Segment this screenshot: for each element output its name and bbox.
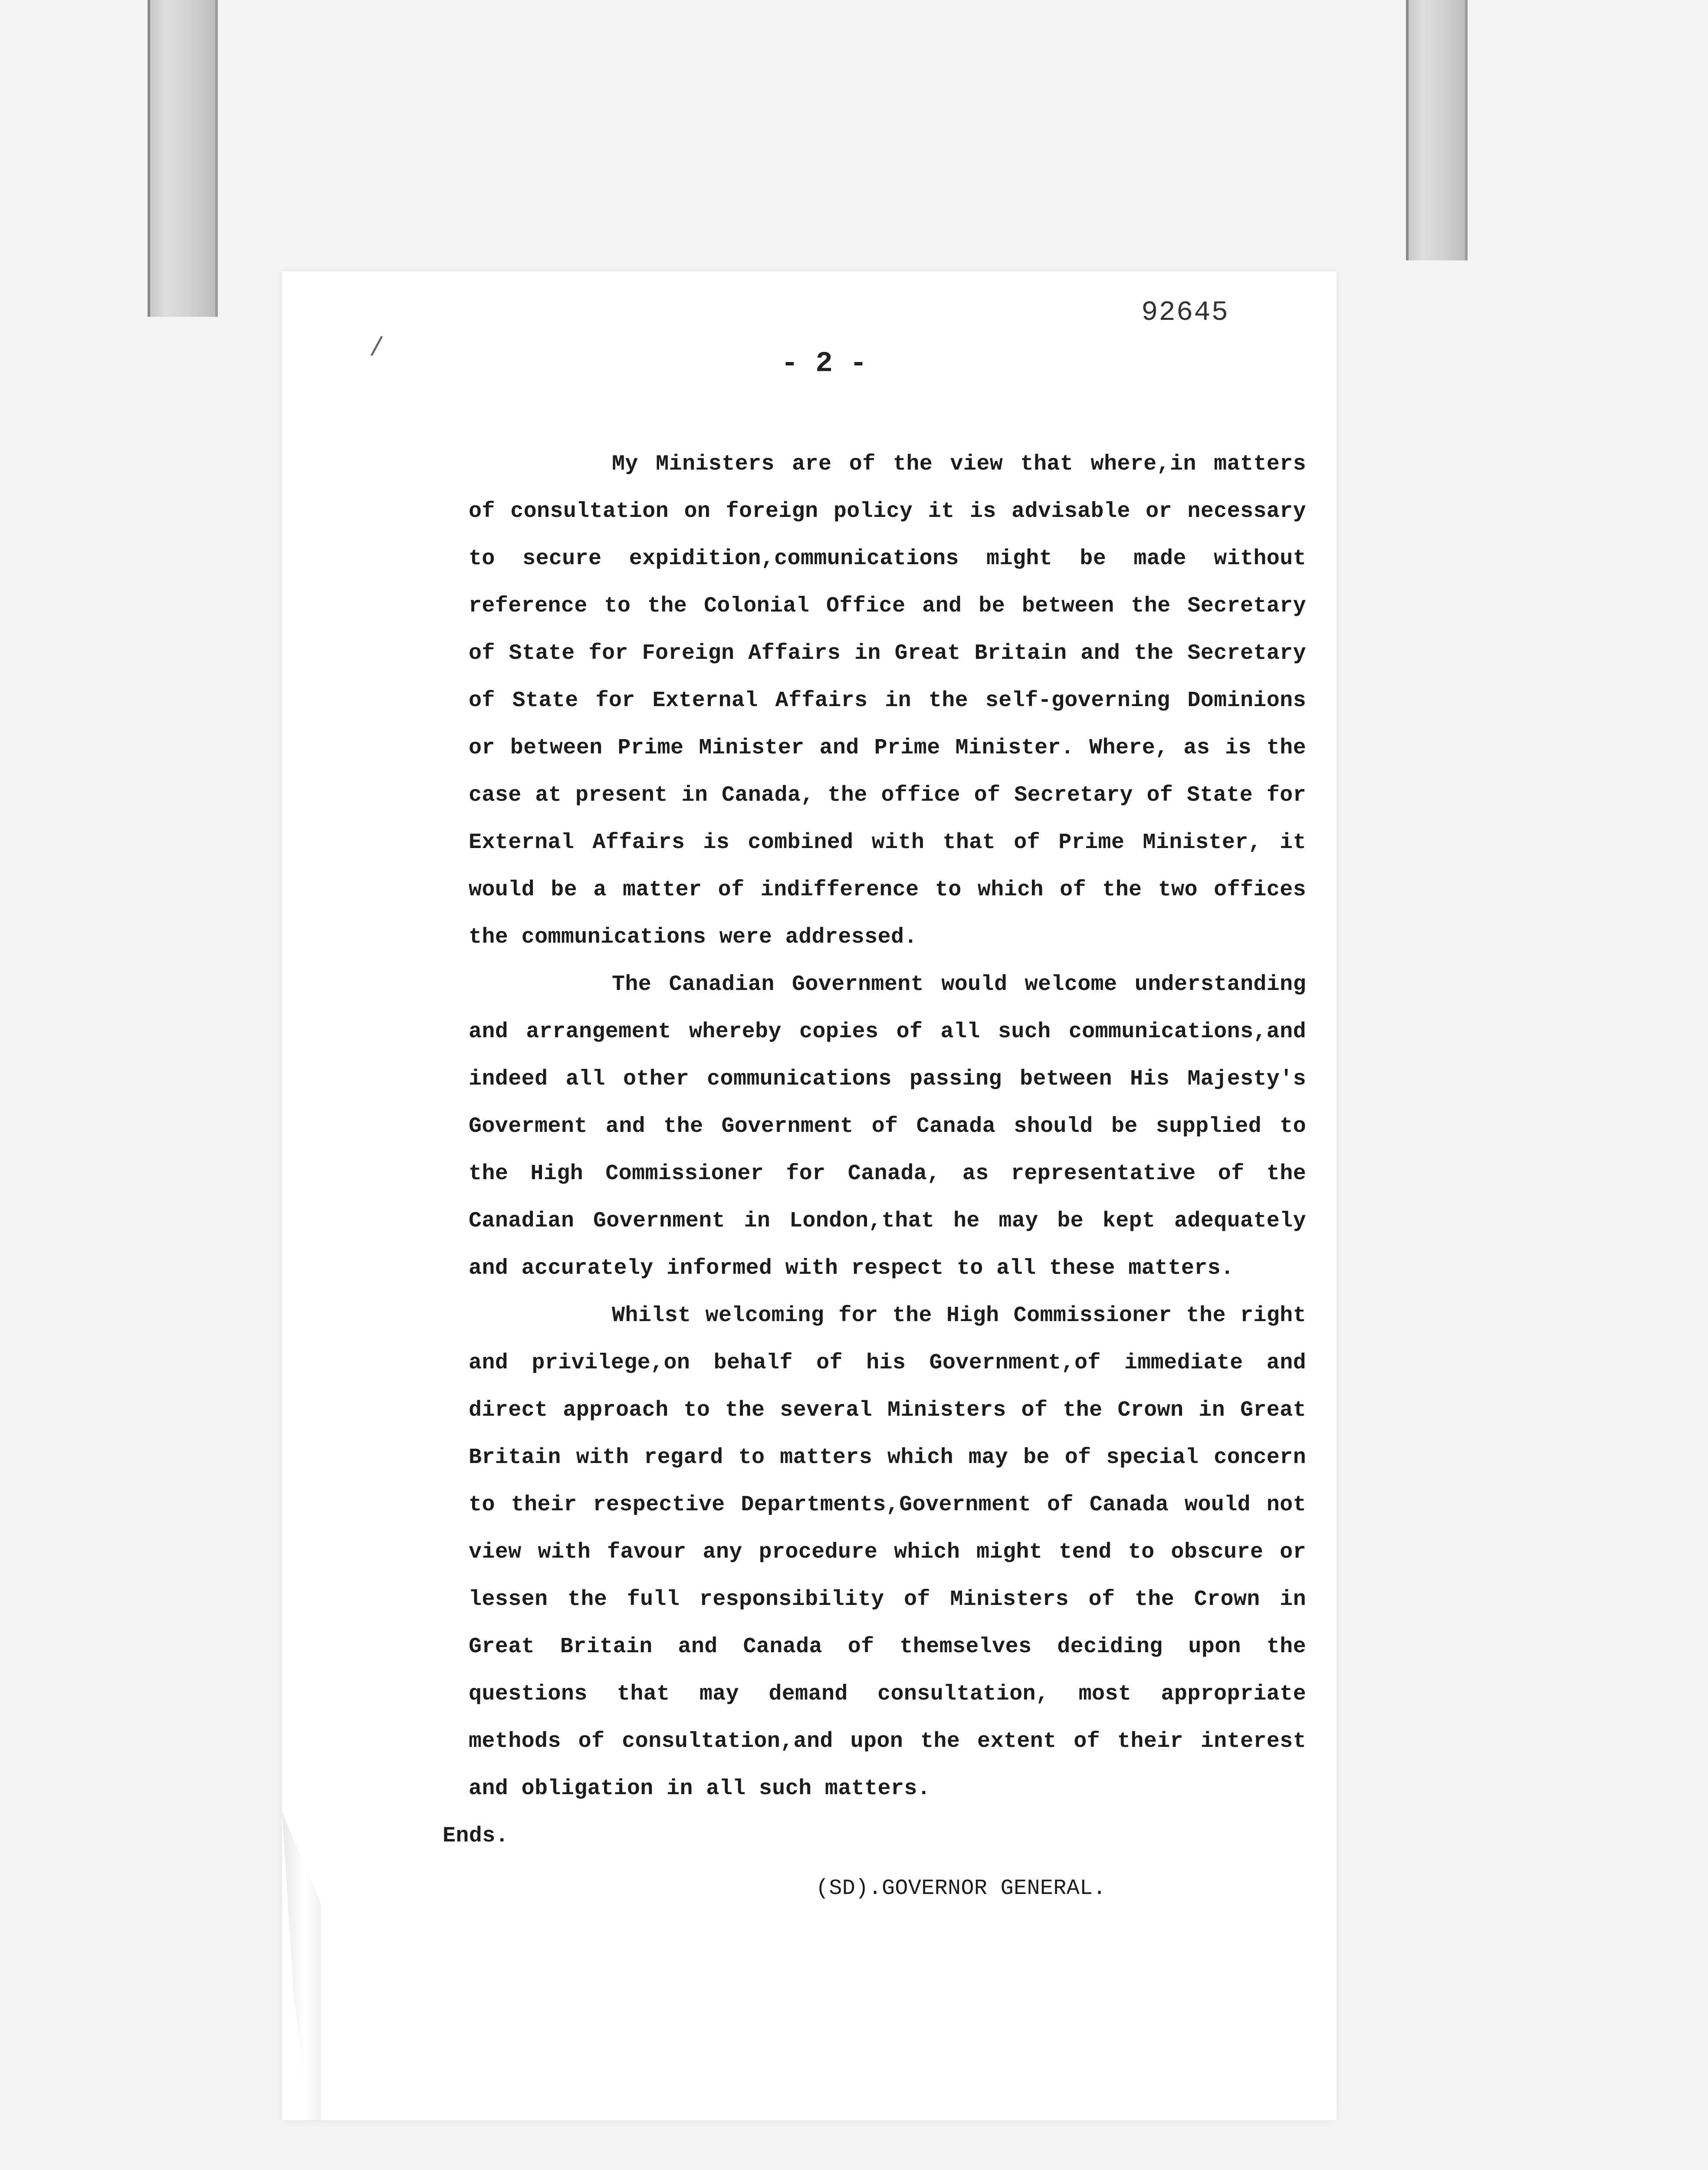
signature-line: (SD).GOVERNOR GENERAL. — [816, 1876, 1106, 1901]
paragraph-canadian-government: The Canadian Government would welcome understanding and arrangement whereby copies of all such communications,and indeed all other communications passing between His Majesty's Goverment and the Government of Canada should be supplied to the High Commissioner for Canada, as representative of the Canadian Government in London,that he may be kept adequately and accurately informed with respect to all these matters. — [469, 972, 1306, 1281]
typed-document-page — [282, 271, 1337, 2120]
paragraph-high-commissioner: Whilst welcoming for the High Commissioner the right and privilege,on behalf of his Government,of immediate and direct approach to the several Ministers of the Crown in Great Britain with regard to matters which may be of special concern to their respective Departments,Government of Canada would not view with favour any procedure which might tend to obscure or lessen the full responsibility of Ministers of the Crown in Great Britain and Canada of themselves deciding upon the questions that may demand consultation, most appropriate methods of consultation,and upon the extent of their interest and obligation in all such matters. — [469, 1303, 1306, 1801]
page-number: - 2 - — [781, 347, 867, 380]
document-number: 92645 — [1141, 297, 1229, 329]
mounting-tape-top-left — [148, 0, 218, 317]
paragraph-ministers-view: My Ministers are of the view that where,in matters of consultation on foreign policy it is advisable or necessary to secure expidition,communications might be made without reference to the Colonial Office and be between the Secretary of State for Foreign Affairs in Great Britain and the Secretary of State for External Affairs in the self-governing Dominions or between Prime Minister and Prime Minister. Where, as is the case at present in Canada, the office of Secretary of State for External Affairs is combined with that of Prime Minister, it would be a matter of indifference to which of the two offices the communications were addressed. — [469, 452, 1306, 950]
mounting-tape-top-right — [1406, 0, 1468, 260]
pencil-mark: / — [369, 334, 385, 364]
folded-page-corner — [282, 1812, 321, 2120]
ends-line: Ends. — [443, 1824, 509, 1848]
document-body — [443, 441, 1306, 1912]
